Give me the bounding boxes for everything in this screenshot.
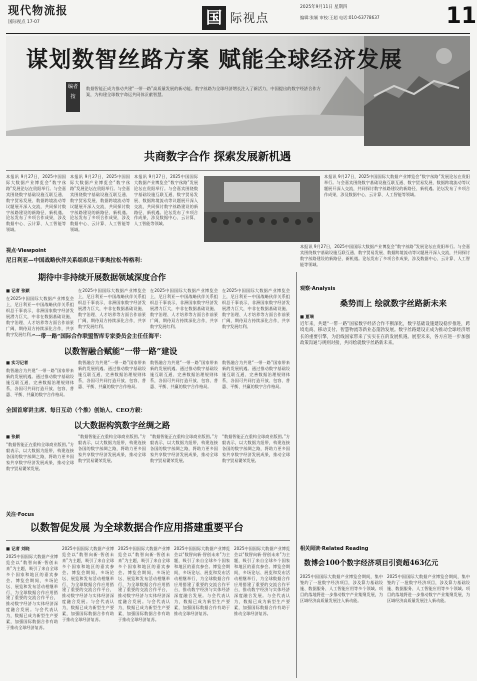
editor-note-tag: 编者按 — [66, 82, 80, 112]
viewpoint-body-col1: 在2025中国国际大数据产业博览会上，尼日利亚—中国战略伙伴关系组织总干事表示，非洲国家数字经济发展潜力巨大，中非在数据基础设施、数字治理、人才培养等方面合作前景广阔，期待双方持续深化合作，共享数字发展红利。 — [6, 296, 74, 337]
column-divider — [296, 272, 297, 678]
reading-body-col1: 2025中国国际大数据产业博览会期间，集中签约了一批数字经济项目，涉及算力基础设施、数据服务、人工智能应用等多个领域。项目的落地将进一步推动数字产业集聚发展，为区域经济高质量发展注入新动能。 — [300, 574, 383, 603]
third-body-col3: “数据智能正在重构全球商业版图。”方毅表示，以大数据为纽带，构建连接各国的数字丝绸之路，将助力更多国家共享数字经济发展成果，推动全球数字贸易繁荣发展。 — [150, 434, 218, 463]
feature-headline: 共商数字合作 探索发展新机遇 — [144, 150, 291, 163]
feature-intro-col2: 本报讯 9月27日，2025中国国际大数据产业博览会“数字丝路”发展论坛在贵阳举行。与会嘉宾围绕数字基础设施互联互通、数字贸易发展、数据跨境流动等议题展开深入交流，共同探讨数字丝路建设的新路径、新机遇。论坛发布了多项合作成果，涉及数据中心、云计算、人工智能等领域。 — [70, 174, 130, 233]
dateline: 2025年9月11日 星期四 — [300, 5, 348, 10]
edition-line: 国际视点 17-07 — [8, 20, 40, 25]
analysis-author: ■ 夏瑞 — [300, 314, 314, 319]
viewpoint-headline: 尼日利亚—中国战略伙伴关系组织总干事奥拉松·特格利： — [6, 258, 146, 264]
viewpoint-body-col4: 在2025中国国际大数据产业博览会上，尼日利亚—中国战略伙伴关系组织总干事表示，非洲国家数字经济发展潜力巨大，中非在数据基础设施、数字治理、人才培养等方面合作前景广阔，期待双方持续深化合作，共享数字发展红利。 — [222, 288, 290, 329]
viewpoint-body-col2: 在2025中国国际大数据产业博览会上，尼日利亚—中国战略伙伴关系组织总干事表示，非洲国家数字经济发展潜力巨大，中非在数据基础设施、数字治理、人才培养等方面合作前景广阔，期待双方持续深化合作，共享数字发展红利。 — [78, 288, 146, 329]
third-subheadline: 以大数据构筑数字丝绸之路 — [74, 420, 170, 430]
second-body-col4: 数智融合为共建“一带一路”国家带来新的发展机遇。通过推动数字基础设施互联互通、完善数据治理规则体系，各国可共同打造开放、包容、普惠、平衡、共赢的数字合作格局。 — [222, 360, 290, 389]
analysis-headline: 桑势而上 绘就数字丝路新未来 — [340, 298, 447, 308]
focus-headline: 以数智促发展 为全球数据合作应用搭建重要平台 — [30, 523, 244, 534]
third-headline: 全国首席讲主席、每日互动（个推）创始人、CEO方毅： — [6, 408, 146, 414]
third-body-col4: “数据智能正在重构全球商业版图。”方毅表示，以大数据为纽带，构建连接各国的数字丝绸之路，将助力更多国家共享数字经济发展成果，推动全球数字贸易繁荣发展。 — [222, 434, 290, 463]
focus-author: ■ 记者 刘晓 — [6, 546, 30, 551]
section-mark: 国 — [202, 6, 226, 30]
reading-tag: 相关阅读·Related Reading — [300, 546, 369, 552]
viewpoint-subheadline: 期待中非持续开展数据领域深度合作 — [38, 272, 166, 282]
viewpoint-tag: 视点·Viewpoint — [6, 248, 47, 254]
second-subheadline: 以数智融合赋能“一带一路”建设 — [64, 346, 178, 356]
analysis-body: 近年来，共建“一带一路”国家数字经济合作不断深化，数字基础设施建设稳步推进，跨境电商、移动支付、智慧物流等新业态蓬勃发展。数字丝路建设正成为推动全球经济增长的重要引擎，为沿线国家带来了实实在在的发展机遇。展望未来，各方应进一步加强政策沟通与规则对接，共同绘就数字丝路新未来。 — [300, 322, 470, 347]
viewpoint-body-col3: 在2025中国国际大数据产业博览会上，尼日利亚—中国战略伙伴关系组织总干事表示，非洲国家数字经济发展潜力巨大，中非在数据基础设施、数字治理、人才培养等方面合作前景广阔，期待双方持续深化合作，共享数字发展红利。 — [150, 288, 218, 329]
section-title: 际视点 — [230, 11, 270, 25]
feature-intro-col1: 本报讯 9月27日，2025中国国际大数据产业博览会“数字丝路”发展论坛在贵阳举行。与会嘉宾围绕数字基础设施互联互通、数字贸易发展、数据跨境流动等议题展开深入交流，共同探讨数字丝路建设的新路径、新机遇。论坛发布了多项合作成果，涉及数据中心、云计算、人工智能等领域。 — [6, 174, 66, 233]
feature-intro-right: 本报讯 9月27日，2025中国国际大数据产业博览会“数字丝路”发展论坛在贵阳举行。与会嘉宾围绕数字基础设施互联互通、数字贸易发展、数据跨境流动等议题展开深入交流，共同探讨数字丝路建设的新路径、新机遇。论坛发布了多项合作成果，涉及数据中心、云计算、人工智能等领域。 — [324, 174, 470, 197]
feature-intro-col3: 本报讯 9月27日，2025中国国际大数据产业博览会“数字丝路”发展论坛在贵阳举行。与会嘉宾围绕数字基础设施互联互通、数字贸易发展、数据跨境流动等议题展开深入交流，共同探讨数字丝路建设的新路径、新机遇。论坛发布了多项合作成果，涉及数据中心、云计算、人工智能等领域。 — [134, 174, 198, 227]
second-body-col3: 数智融合为共建“一带一路”国家带来新的发展机遇。通过推动数字基础设施互联互通、完善数据治理规则体系，各国可共同打造开放、包容、普惠、平衡、共赢的数字合作格局。 — [150, 360, 218, 389]
focus-body-col4: 2025中国国际大数据产业博览会以“数智向新·智创未来”为主题，吸引了来自全球多个国家和地区的嘉宾参会。博览会期间，多场论坛、展览和发布活动相继举行，为全球数据合作应用搭建了重要的交流合作平台，推动数字经济与实体经济深度融合发展。与会代表认为，数据已成为新型生产要素，加强国际数据合作有助于推动全球经济复苏。 — [174, 546, 230, 617]
hero-headline: 谋划数智丝路方案 赋能全球经济发展 — [26, 47, 403, 73]
third-body-col2: “数据智能正在重构全球商业版图。”方毅表示，以大数据为纽带，构建连接各国的数字丝绸之路，将助力更多国家共享数字经济发展成果，推动全球数字贸易繁荣发展。 — [78, 434, 146, 463]
editor-credits: 编辑:张颖 审校:王超 电话:010-63778637 — [300, 15, 380, 20]
newspaper-logo: 现代物流报 — [8, 4, 68, 17]
focus-body-col2: 2025中国国际大数据产业博览会以“数智向新·智创未来”为主题，吸引了来自全球多个国家和地区的嘉宾参会。博览会期间，多场论坛、展览和发布活动相继举行，为全球数据合作应用搭建了重要的交流合作平台，推动数字经济与实体经济深度融合发展。与会代表认为，数据已成为新型生产要素，加强国际数据合作有助于推动全球经济复苏。 — [62, 546, 114, 623]
forum-photo — [204, 176, 320, 242]
top-rule — [6, 33, 470, 34]
focus-body-col1: 2025中国国际大数据产业博览会以“数智向新·智创未来”为主题，吸引了来自全球多个国家和地区的嘉宾参会。博览会期间，多场论坛、展览和发布活动相继举行，为全球数据合作应用搭建了重要的交流合作平台，推动数字经济与实体经济深度融合发展。与会代表认为，数据已成为新型生产要素，加强国际数据合作有助于推动全球经济复苏。 — [6, 554, 58, 631]
feature-rule — [6, 170, 470, 171]
second-headline: “一带一路”国际合作联盟智库专家委员会主任任海平： — [32, 334, 165, 340]
focus-body-col3: 2025中国国际大数据产业博览会以“数智向新·智创未来”为主题，吸引了来自全球多个国家和地区的嘉宾参会。博览会期间，多场论坛、展览和发布活动相继举行，为全球数据合作应用搭建了重要的交流合作平台，推动数字经济与实体经济深度融合发展。与会代表认为，数据已成为新型生产要素，加强国际数据合作有助于推动全球经济复苏。 — [118, 546, 170, 623]
reading-body-col2: 2025中国国际大数据产业博览会期间，集中签约了一批数字经济项目，涉及算力基础设施、数据服务、人工智能应用等多个领域。项目的落地将进一步推动数字产业集聚发展，为区域经济高质量发展注入新动能。 — [387, 574, 470, 603]
third-author: ■ 张颖 — [6, 434, 20, 439]
viewpoint-author: ■ 记者 张颖 — [6, 288, 30, 293]
focus-rule — [6, 540, 290, 541]
second-body-col2: 数智融合为共建“一带一路”国家带来新的发展机遇。通过推动数字基础设施互联互通、完善数据治理规则体系，各国可共同打造开放、包容、普惠、平衡、共赢的数字合作格局。 — [78, 360, 146, 389]
third-body-col1: “数据智能正在重构全球商业版图。”方毅表示，以大数据为纽带，构建连接各国的数字丝绸之路，将助力更多国家共享数字经济发展成果，推动全球数字贸易繁荣发展。 — [6, 442, 74, 471]
feature-continued: 本报讯 9月27日，2025中国国际大数据产业博览会“数字丝路”发展论坛在贵阳举行。与会嘉宾围绕数字基础设施互联互通、数字贸易发展、数据跨境流动等议题展开深入交流，共同探讨数字丝路建设的新路径、新机遇。论坛发布了多项合作成果，涉及数据中心、云计算、人工智能等领域。 — [300, 244, 470, 267]
second-body-col1: 数智融合为共建“一带一路”国家带来新的发展机遇。通过推动数字基础设施互联互通、完善数据治理规则体系，各国可共同打造开放、包容、普惠、平衡、共赢的数字合作格局。 — [6, 368, 74, 397]
focus-body-col5: 2025中国国际大数据产业博览会以“数智向新·智创未来”为主题，吸引了来自全球多个国家和地区的嘉宾参会。博览会期间，多场论坛、展览和发布活动相继举行，为全球数据合作应用搭建了重要的交流合作平台，推动数字经济与实体经济深度融合发展。与会代表认为，数据已成为新型生产要素，加强国际数据合作有助于推动全球经济复苏。 — [234, 546, 290, 617]
second-author: ■ 实习记者 — [6, 360, 29, 365]
reading-headline: 数博会100个数字经济项目引资超463亿元 — [304, 558, 439, 567]
focus-tag: 关注·Focus — [6, 512, 35, 518]
page-number: 11 — [446, 4, 477, 29]
analysis-tag: 观察·Analysis — [300, 286, 336, 292]
editor-note: 数据智能正成为推动共建“一带一路”高质量发展的新动能。数字丝路为全球经济增长注入了新活力，中国提出的数字经济合作方案，为构建全球数字命运共同体贡献智慧。 — [86, 86, 321, 97]
